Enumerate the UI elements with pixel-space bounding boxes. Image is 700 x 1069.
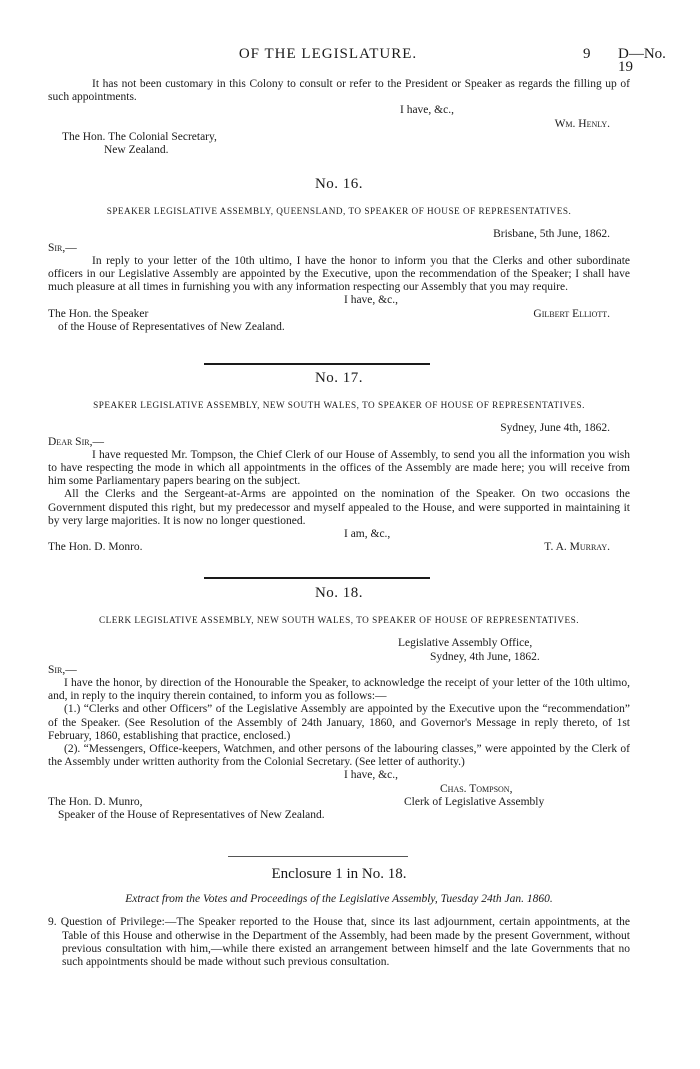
letter-signature-title: Clerk of Legislative Assembly: [404, 795, 545, 808]
letter-signature: T. A. Murray.: [544, 541, 610, 554]
letter-body-2: (1.) “Clerks and other Officers” of the Legislative Assembly are appointed by the Executive upon the “recommendation” of the Speaker. (See Resolution of the Assembly of 24th January, 1860, and Governor's Message in reply thereto, of 1st February, 1860, establishing that practice, enclosed.): [48, 703, 630, 742]
intro-addressee-line-2: New Zealand.: [104, 144, 169, 157]
intro-closing: I have, &c.,: [400, 104, 454, 117]
letter-number: No. 18.: [314, 585, 364, 601]
enclosure-title: Enclosure 1 in No. 18.: [271, 866, 407, 882]
document-reference: D—No. 19: [618, 46, 666, 76]
letter-place-date: Brisbane, 5th June, 1862.: [493, 228, 610, 241]
letter-body: In reply to your letter of the 10th ultimo, I have the honor to inform you that the Clerks and other subordinate officers in our Legislative Assembly are appointed by the Executive, upon the recommendation of the Speaker; I shall have much pleasure at all times in furnishing you with any information respecting our Assembly that you may require.: [48, 254, 630, 294]
intro-letter-end: [48, 78, 630, 157]
letter-salutation: Dear Sir,—: [48, 435, 104, 448]
letter-body-3: (2). “Messengers, Office-keepers, Watchmen, and other persons of the labouring classes,” were appointed by the Clerk of the Assembly under written authority from the Colonial Secretary. (See letter of authority.): [48, 743, 630, 769]
enclosure-section: [48, 868, 630, 969]
letter-office: Legislative Assembly Office,: [398, 637, 533, 650]
letter-closing: I have, &c.,: [344, 769, 398, 782]
letter-addressee-line-2: Speaker of the House of Representatives of New Zealand.: [58, 808, 325, 821]
letter-salutation: Sir,—: [48, 663, 77, 676]
letter-body-1: I have requested Mr. Tompson, the Chief Clerk of our House of Assembly, to send you all the information you wish to have respecting the mode in which all appointments in the offices of the Assembly are made here; you will receive from him some Parliamentary papers bearing on the subject.: [48, 448, 630, 488]
letter-closing: I am, &c.,: [344, 528, 391, 541]
letter-place-date: Sydney, 4th June, 1862.: [430, 650, 540, 663]
letter-number: No. 17.: [314, 370, 364, 386]
letter-heading: CLERK LEGISLATIVE ASSEMBLY, NEW SOUTH WALES, TO SPEAKER OF HOUSE OF REPRESENTATIVES.: [98, 615, 579, 626]
enclosure-divider: [228, 856, 408, 857]
letter-addressee-line-1: The Hon. the Speaker: [48, 307, 149, 320]
letter-closing: I have, &c.,: [344, 294, 398, 307]
section-divider: [204, 577, 430, 579]
letter-body-2: All the Clerks and the Sergeant-at-Arms are appointed on the nomination of the Speaker. On two occasions the Government disputed this right, but my predecessor and myself appealed to the House, and were supported in maintaining it by very large majorities. It is now no longer questioned.: [48, 488, 630, 527]
intro-addressee-line-1: The Hon. The Colonial Secretary,: [62, 130, 217, 143]
letter-signature: Gilbert Elliott.: [533, 307, 610, 320]
page-number: 9: [583, 46, 591, 62]
letter-number: No. 16.: [314, 176, 364, 192]
letter-no-18: [48, 587, 630, 822]
letter-addressee-line-2: of the House of Representatives of New Zealand.: [58, 320, 285, 333]
enclosure-extract-heading: Extract from the Votes and Proceedings of the Legislative Assembly, Tuesday 24th Jan. 1860.: [125, 893, 553, 906]
enclosure-item: 9. Question of Privilege:—The Speaker reported to the House that, since its last adjournment, certain appointments, at the Table of this House and otherwise in the Department of the Assembly, had been made by the present Government, without previous consultation with him,—while there existed an arrangement between himself and the late Governments that no such appointments should be made without such previous consultation.: [48, 916, 630, 969]
letter-salutation: Sir,—: [48, 241, 77, 254]
letter-body-1: I have the honor, by direction of the Honourable the Speaker, to acknowledge the receipt of your letter of the 10th ultimo, and, in reply to the inquiry therein contained, to inform you as follows:—: [48, 677, 630, 703]
letter-signature: Chas. Tompson,: [440, 782, 513, 795]
running-head-title: OF THE LEGISLATURE.: [238, 46, 418, 62]
letter-heading: SPEAKER LEGISLATIVE ASSEMBLY, QUEENSLAND, TO SPEAKER OF HOUSE OF REPRESENTATIVES.: [106, 206, 572, 217]
letter-heading: SPEAKER LEGISLATIVE ASSEMBLY, NEW SOUTH WALES, TO SPEAKER OF HOUSE OF REPRESENTATIVES.: [93, 400, 585, 411]
running-head: [48, 46, 680, 76]
intro-paragraph: It has not been customary in this Colony to consult or refer to the President or Speaker as regards the filling up of such appointments.: [48, 78, 630, 104]
intro-signature: Wm. Henly.: [554, 117, 610, 130]
letter-no-17: [48, 372, 630, 555]
letter-no-16: [48, 178, 630, 334]
letter-addressee: The Hon. D. Monro.: [48, 541, 143, 554]
letter-place-date: Sydney, June 4th, 1862.: [500, 422, 610, 435]
section-divider: [204, 363, 430, 365]
letter-addressee-line-1: The Hon. D. Munro,: [48, 795, 143, 808]
